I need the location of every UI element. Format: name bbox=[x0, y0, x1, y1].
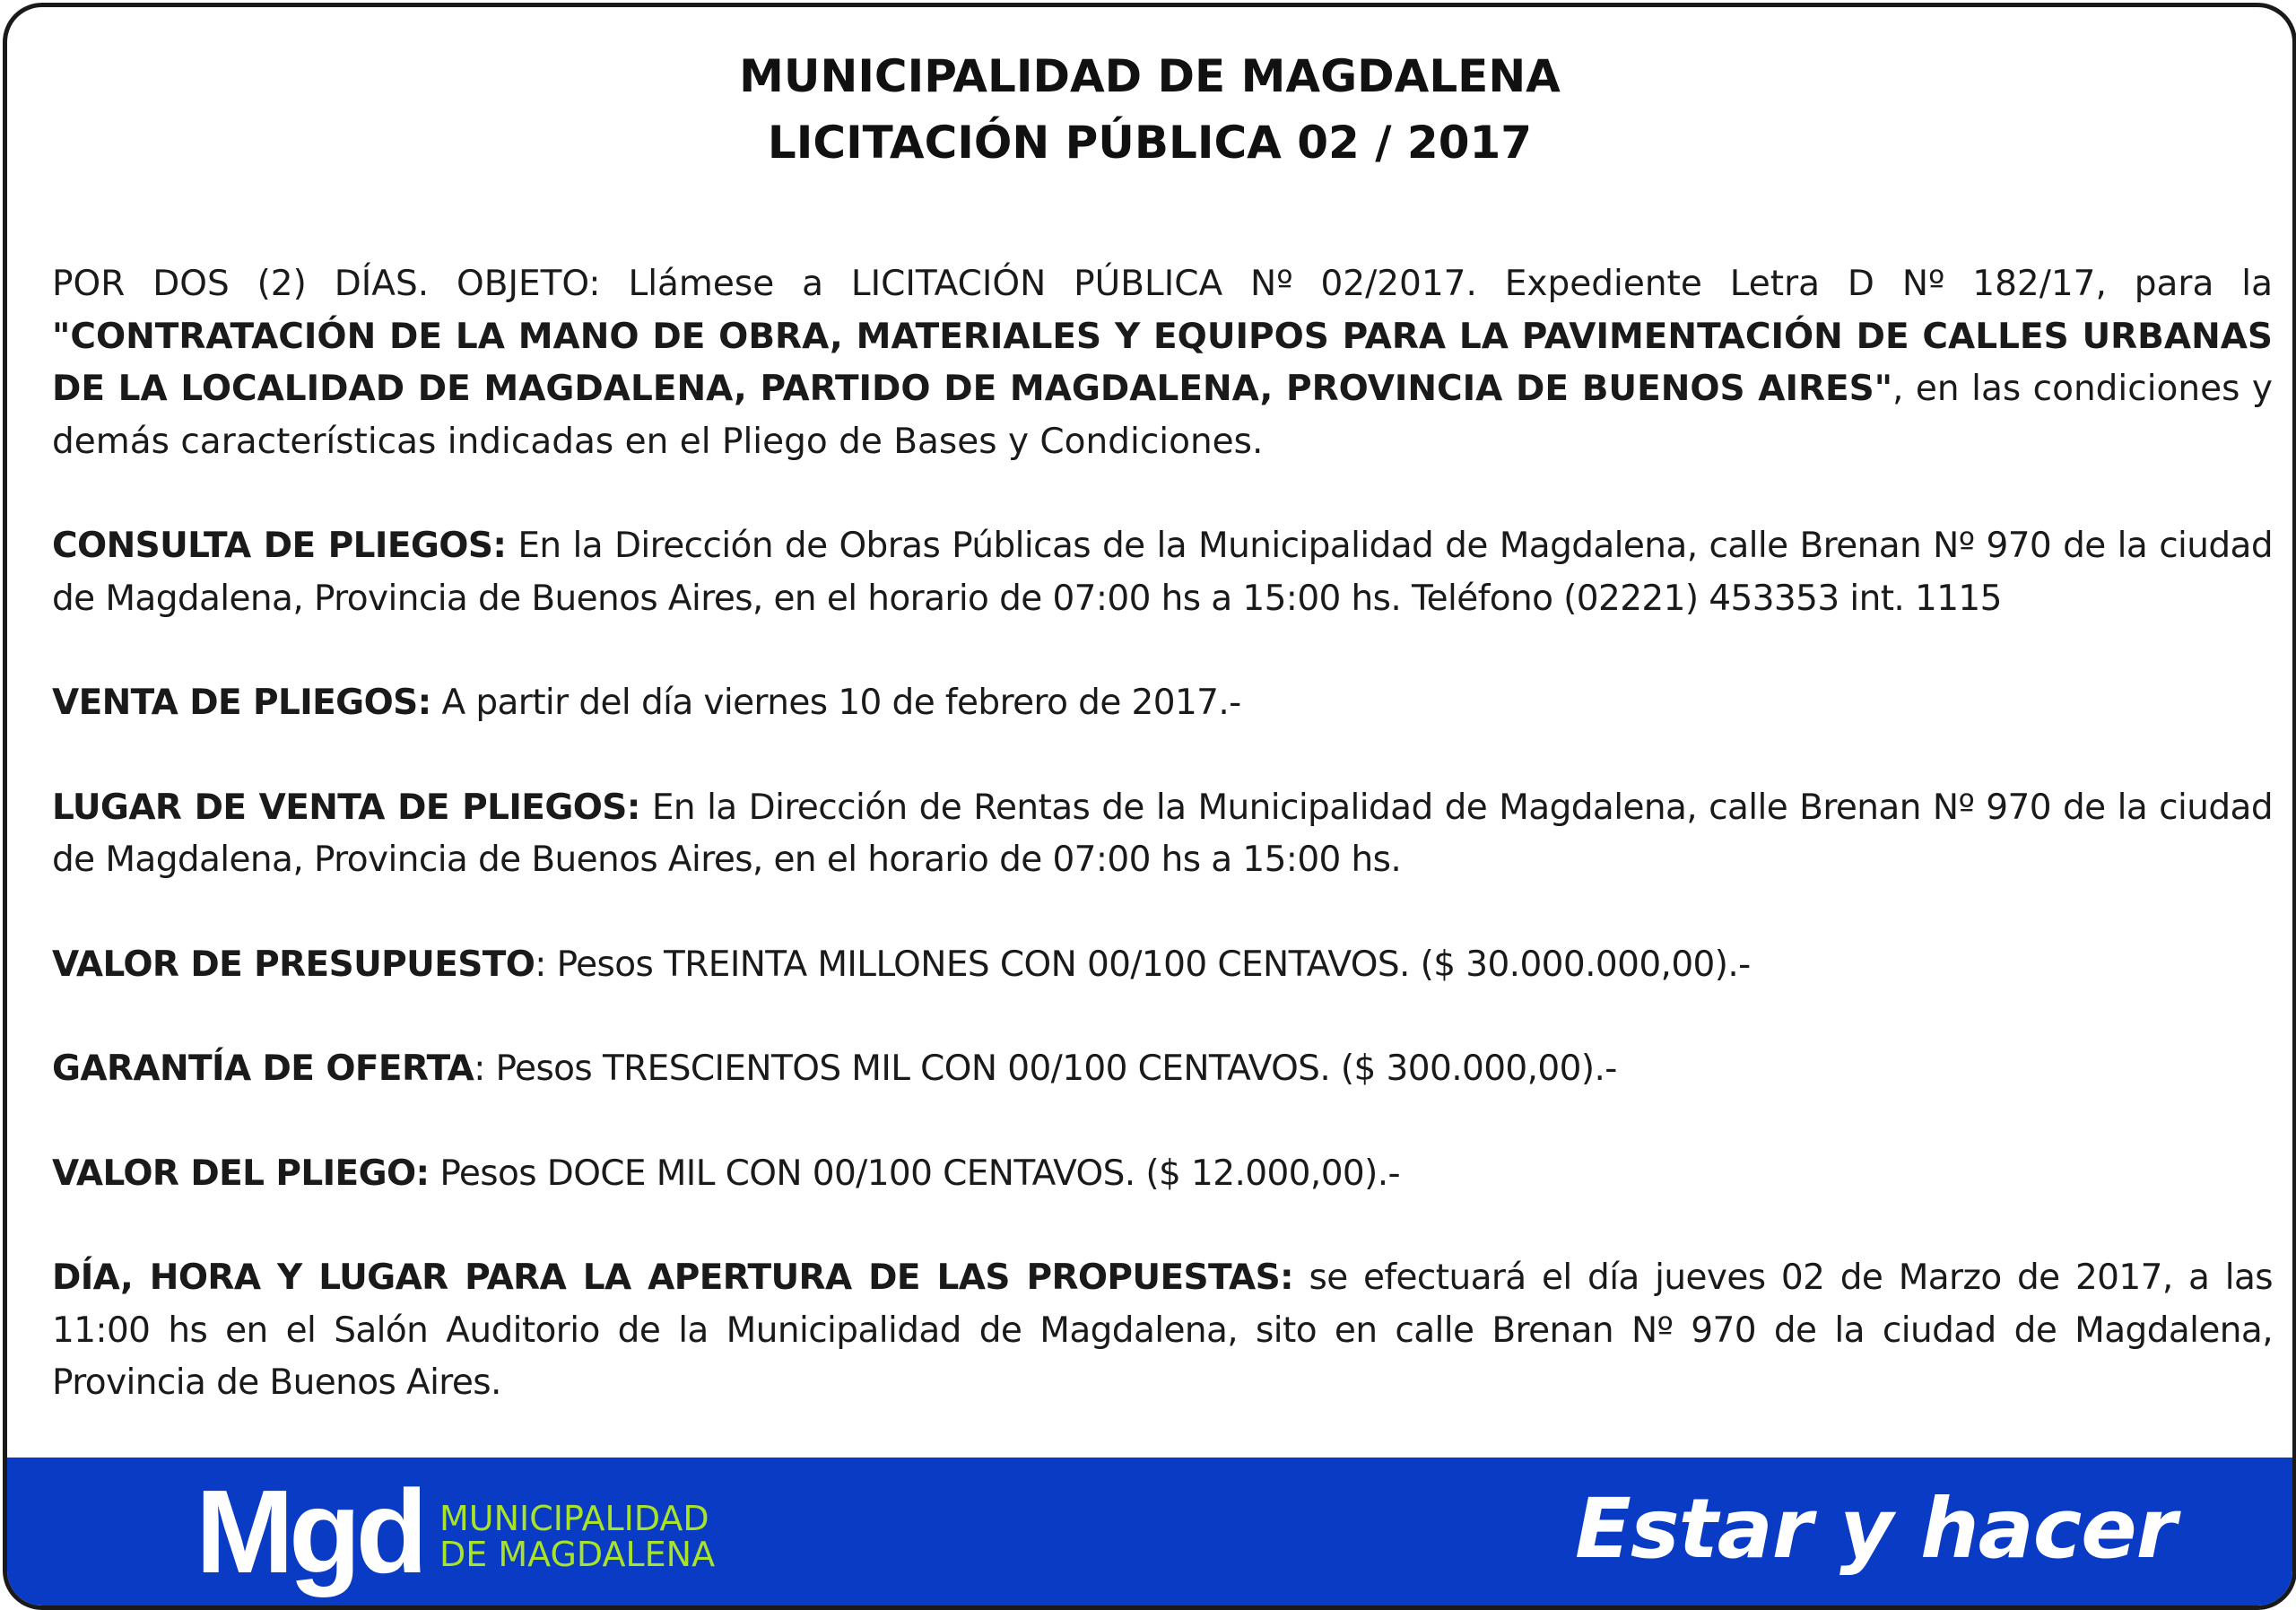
section-text: En la Dirección de Rentas de la Municipalidad de Magdalena, calle Brenan Nº 970 de la ciudad de Magdalena, Provincia de Buenos Aires, en el horario de 07:00 hs a 15:00 hs. bbox=[52, 787, 2273, 880]
logo-wordmark bbox=[439, 1501, 715, 1572]
objeto-paragraph bbox=[52, 258, 2273, 468]
section-lugar-venta bbox=[52, 782, 2273, 887]
header-tender-number: LICITACIÓN PÚBLICA 02 / 2017 bbox=[767, 117, 1533, 169]
logo-line-2: DE MAGDALENA bbox=[439, 1535, 716, 1574]
objeto-subject: "CONTRATACIÓN DE LA MANO DE OBRA, MATERIALES Y EQUIPOS PARA LA PAVIMENTACIÓN DE CALLES URBANAS DE LA LOCALIDAD DE MAGDALENA, PARTIDO DE MAGDALENA, PROVINCIA DE BUENOS AIRES" bbox=[52, 316, 2273, 409]
section-label: GARANTÍA DE OFERTA bbox=[52, 1049, 474, 1089]
section-label: DÍA, HORA Y LUGAR PARA LA APERTURA DE LAS PROPUESTAS: bbox=[52, 1258, 1294, 1298]
section-text: : Pesos TRESCIENTOS MIL CON 00/100 CENTAVOS. ($ 300.000,00).- bbox=[474, 1049, 1617, 1089]
section-label: VENTA DE PLIEGOS: bbox=[52, 683, 431, 723]
section-label: VALOR DE PRESUPUESTO bbox=[52, 944, 535, 985]
section-garantia-oferta bbox=[52, 1043, 2273, 1096]
section-valor-presupuesto bbox=[52, 939, 2273, 992]
section-text: A partir del día viernes 10 de febrero de 2017.- bbox=[430, 683, 1241, 723]
objeto-rest: , en las condiciones y demás características indicadas en el Pliego de Bases y Condiciones. bbox=[52, 369, 2273, 462]
section-venta-pliegos bbox=[52, 677, 2273, 730]
header-municipality: MUNICIPALIDAD DE MAGDALENA bbox=[739, 50, 1561, 102]
slogan: Estar y hacer bbox=[1575, 1481, 2176, 1577]
section-valor-pliego bbox=[52, 1148, 2273, 1201]
notice-frame bbox=[3, 3, 2296, 1610]
section-text: En la Dirección de Obras Públicas de la Municipalidad de Magdalena, calle Brenan Nº 970 de la ciudad de Magdalena, Provincia de Buenos Aires, en el horario de 07:00 hs a 15:00 hs. Teléfono (02221) 453353 int. 1115 bbox=[52, 526, 2274, 619]
section-label: LUGAR DE VENTA DE PLIEGOS: bbox=[52, 787, 640, 828]
footer-band bbox=[7, 1458, 2292, 1606]
section-text: Pesos DOCE MIL CON 00/100 CENTAVOS. ($ 12.000,00).- bbox=[429, 1153, 1400, 1194]
section-text: : Pesos TREINTA MILLONES CON 00/100 CENTAVOS. ($ 30.000.000,00).- bbox=[535, 944, 1751, 985]
logo-mark: Mgd bbox=[196, 1466, 423, 1597]
section-label: VALOR DEL PLIEGO: bbox=[52, 1153, 430, 1194]
section-apertura-propuestas bbox=[52, 1252, 2273, 1410]
logo-line-1: MUNICIPALIDAD bbox=[439, 1499, 709, 1538]
objeto-intro: POR DOS (2) DÍAS. OBJETO: Llámese a LICITACIÓN PÚBLICA Nº 02/2017. Expediente Letra D Nº 182/17, para la bbox=[52, 264, 2273, 304]
notice-body bbox=[52, 258, 2273, 1410]
section-text: se efectuará el día jueves 02 de Marzo de 2017, a las 11:00 hs en el Salón Auditorio de la Municipalidad de Magdalena, sito en calle Brenan Nº 970 de la ciudad de Magdalena, Provincia de Buenos Aires. bbox=[52, 1258, 2273, 1403]
section-consulta-pliegos bbox=[52, 520, 2273, 625]
section-label: CONSULTA DE PLIEGOS: bbox=[52, 526, 507, 566]
notice-header bbox=[7, 43, 2292, 176]
